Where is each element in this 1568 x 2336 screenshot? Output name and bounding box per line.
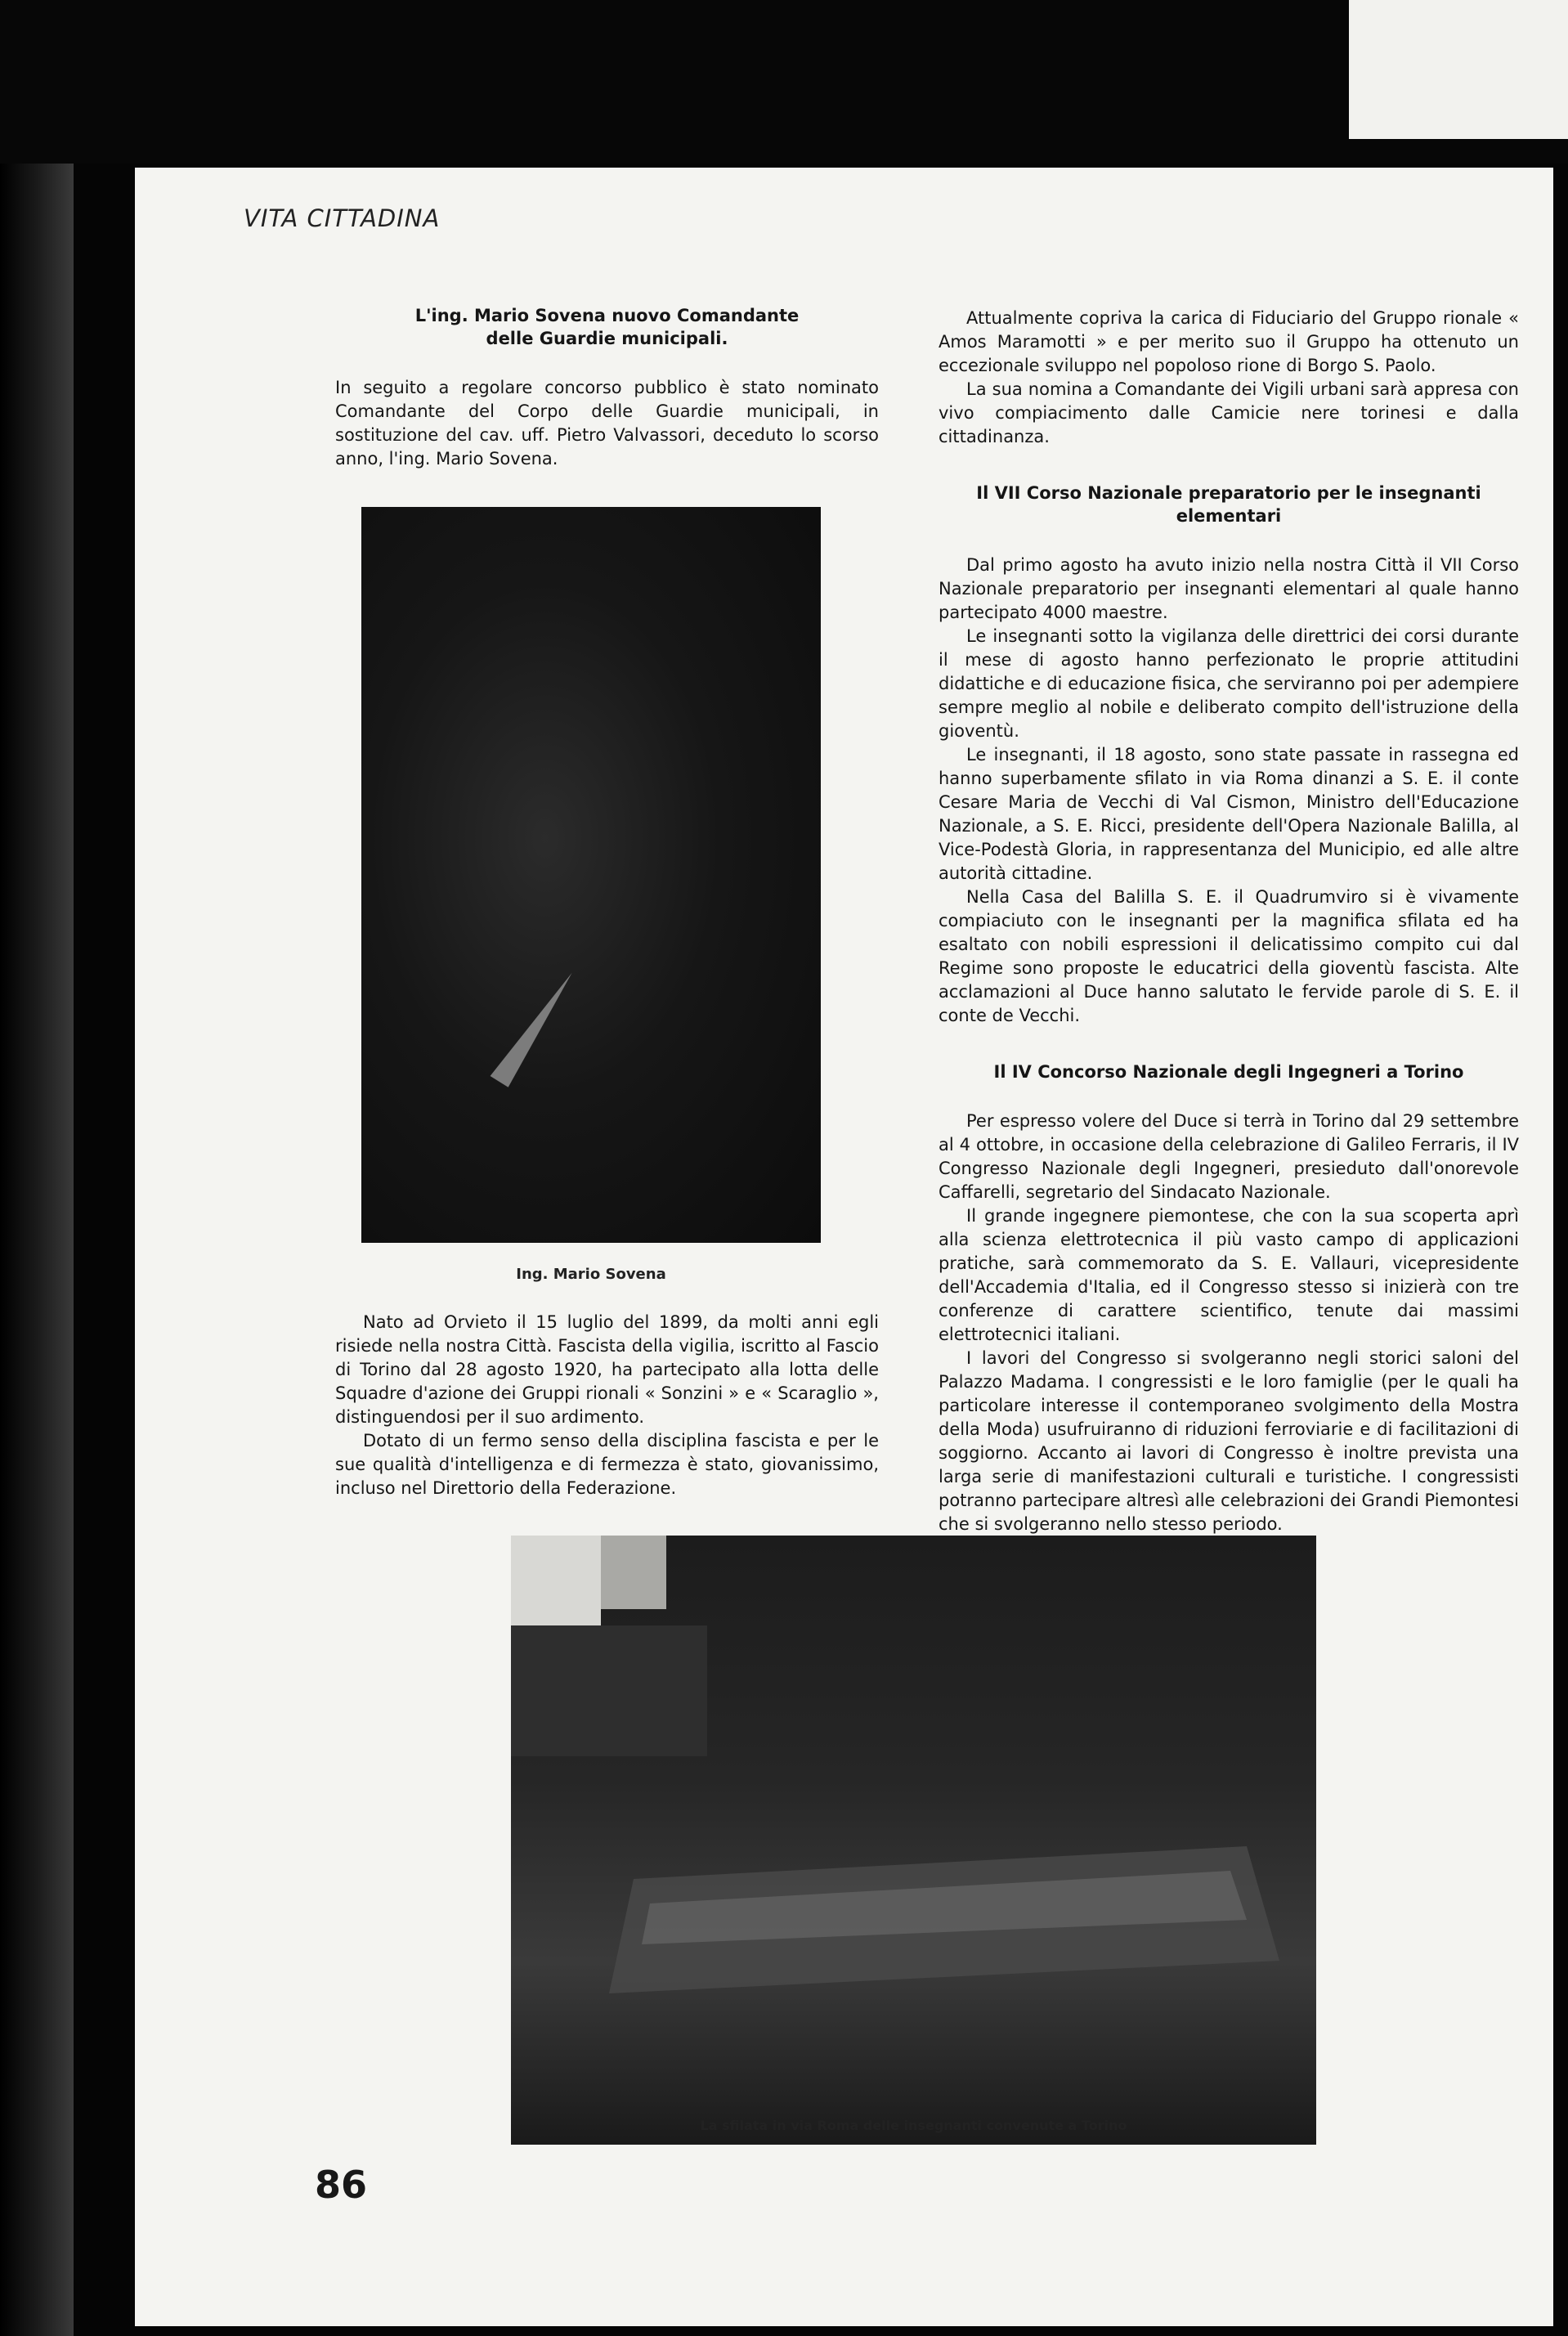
headline-corso-line1: Il VII Corso Nazionale preparatorio per le insegnanti xyxy=(976,483,1481,503)
paragraph: Dal primo agosto ha avuto inizio nella nostra Città il VII Corso Nazionale preparatorio per insegnanti elementari al quale hanno partecipato 4000 maestre. xyxy=(939,555,1519,622)
left-column-bottom xyxy=(335,1311,879,1500)
paragraph: Attualmente copriva la carica di Fiduciario del Gruppo rionale « Amos Maramotti » e per merito suo il Gruppo ha ottenuto un eccezionale sviluppo nel popoloso rione di Borgo S. Paolo. xyxy=(939,308,1519,375)
headline-sovena-line1: L'ing. Mario Sovena nuovo Comandante xyxy=(414,306,800,325)
paragraph: Nato ad Orvieto il 15 luglio del 1899, da molti anni egli risiede nella nostra Città. Fascista della vigilia, iscritto al Fascio di Torino dal 28 agosto 1920, ha partecipato alla lotta delle Squadre d'azione dei Gruppi rionali « Sonzini » e « Scaraglio », distinguendosi per il suo ardimento. xyxy=(335,1312,879,1427)
headline-sovena xyxy=(335,304,879,350)
parade-photo xyxy=(511,1536,1316,2145)
paragraph: La sua nomina a Comandante dei Vigili urbani sarà appresa con vivo compiacimento dalle Camicie nere torinesi e dalla cittadinanza. xyxy=(939,379,1519,446)
scan-border-left xyxy=(0,164,74,2336)
photo-building xyxy=(511,1625,707,1756)
photo-window xyxy=(601,1536,666,1609)
paragraph: Le insegnanti, il 18 agosto, sono state passate in rassegna ed hanno superbamente sfilato in via Roma dinanzi a S. E. il conte Cesare Maria de Vecchi di Val Cismon, Ministro dell'Educazione Nazionale, a S. E. Ricci, presidente dell'Opera Nazionale Balilla, al Vice-Podestà Gloria, in rappresentanza del Municipio, ed alle altre autorità cittadine. xyxy=(939,745,1519,883)
portrait-photo xyxy=(361,507,821,1243)
paragraph: In seguito a regolare concorso pubblico è stato nominato Comandante del Corpo delle Guardie municipali, in sostituzione del cav. uff. Pietro Valvassori, deceduto lo scorso anno, l'ing. Mario Sovena. xyxy=(335,378,879,469)
page-number: 86 xyxy=(315,2163,368,2207)
parade-caption: La sfilata in via Roma delle insegnanti convenute a Torino xyxy=(700,2118,1127,2133)
headline-sovena-line2: delle Guardie municipali. xyxy=(486,329,728,348)
paragraph: Le insegnanti sotto la vigilanza delle direttrici dei corsi durante il mese di agosto hanno perfezionato le proprie attitudini didattiche e di educazione fisica, che serviranno poi per adempiere sempre meglio al nobile e deliberato compito dell'istruzione della gioventù. xyxy=(939,626,1519,741)
portrait-caption: Ing. Mario Sovena xyxy=(516,1266,666,1283)
headline-ingegneri-line: Il IV Concorso Nazionale degli Ingegneri a Torino xyxy=(993,1062,1464,1082)
parade-photo-shapes xyxy=(511,1536,1316,2145)
photo-bright-corner xyxy=(511,1536,601,1625)
left-column-top xyxy=(335,304,879,471)
paragraph: Per espresso volere del Duce si terrà in Torino dal 29 settembre al 4 ottobre, in occasione della celebrazione di Galileo Ferraris, il IV Congresso Nazionale degli Ingegneri, presieduto dall'onorevole Caffarelli, segretario del Sindacato Nazionale. xyxy=(939,1111,1519,1202)
headline-ingegneri xyxy=(939,1060,1519,1083)
scan-border-top xyxy=(0,0,1568,164)
paragraph: Il grande ingegnere piemontese, che con la sua scoperta aprì alla scienza elettrotecnica il più vasto campo di applicazioni pratiche, sarà commemorato da S. E. Vallauri, vicepresidente dell'Accademia d'Italia, ed il Congresso stesso si inizierà con tre conferenze di carattere scientifico, tenute dai massimi elettrotecnici italiani. xyxy=(939,1206,1519,1344)
headline-corso-line2: elementari xyxy=(1176,506,1282,526)
headline-corso xyxy=(939,482,1519,527)
right-column xyxy=(939,307,1519,1536)
paragraph: I lavori del Congresso si svolgeranno negli storici saloni del Palazzo Madama. I congressisti e le loro famiglie (per le quali ha particolare interesse il contemporaneo svolgimento della Mostra della Moda) usufruiranno di riduzioni ferroviarie e di facilitazioni di soggiorno. Accanto ai lavori di Congresso è inoltre prevista una larga serie di manifestazioni culturali e turistiche. I congressisti potranno partecipare altresì alle celebrazioni dei Grandi Piemontesi che si svolgeranno nello stesso periodo. xyxy=(939,1348,1519,1534)
paragraph: Nella Casa del Balilla S. E. il Quadrumviro si è vivamente compiaciuto con le insegnanti per la magnifica sfilata ed ha esaltato con nobili espressioni il delicatissimo compito cui dal Regime sono proposte le educatrici della gioventù fascista. Alte acclamazioni al Duce hanno salutato le fervide parole di S. E. il conte de Vecchi. xyxy=(939,887,1519,1025)
scan-paper-edge xyxy=(1349,0,1568,139)
running-head: VITA CITTADINA xyxy=(244,204,441,232)
paragraph: Dotato di un fermo senso della disciplina fascista e per le sue qualità d'intelligenza e di fermezza è stato, giovanissimo, incluso nel Direttorio della Federazione. xyxy=(335,1431,879,1498)
